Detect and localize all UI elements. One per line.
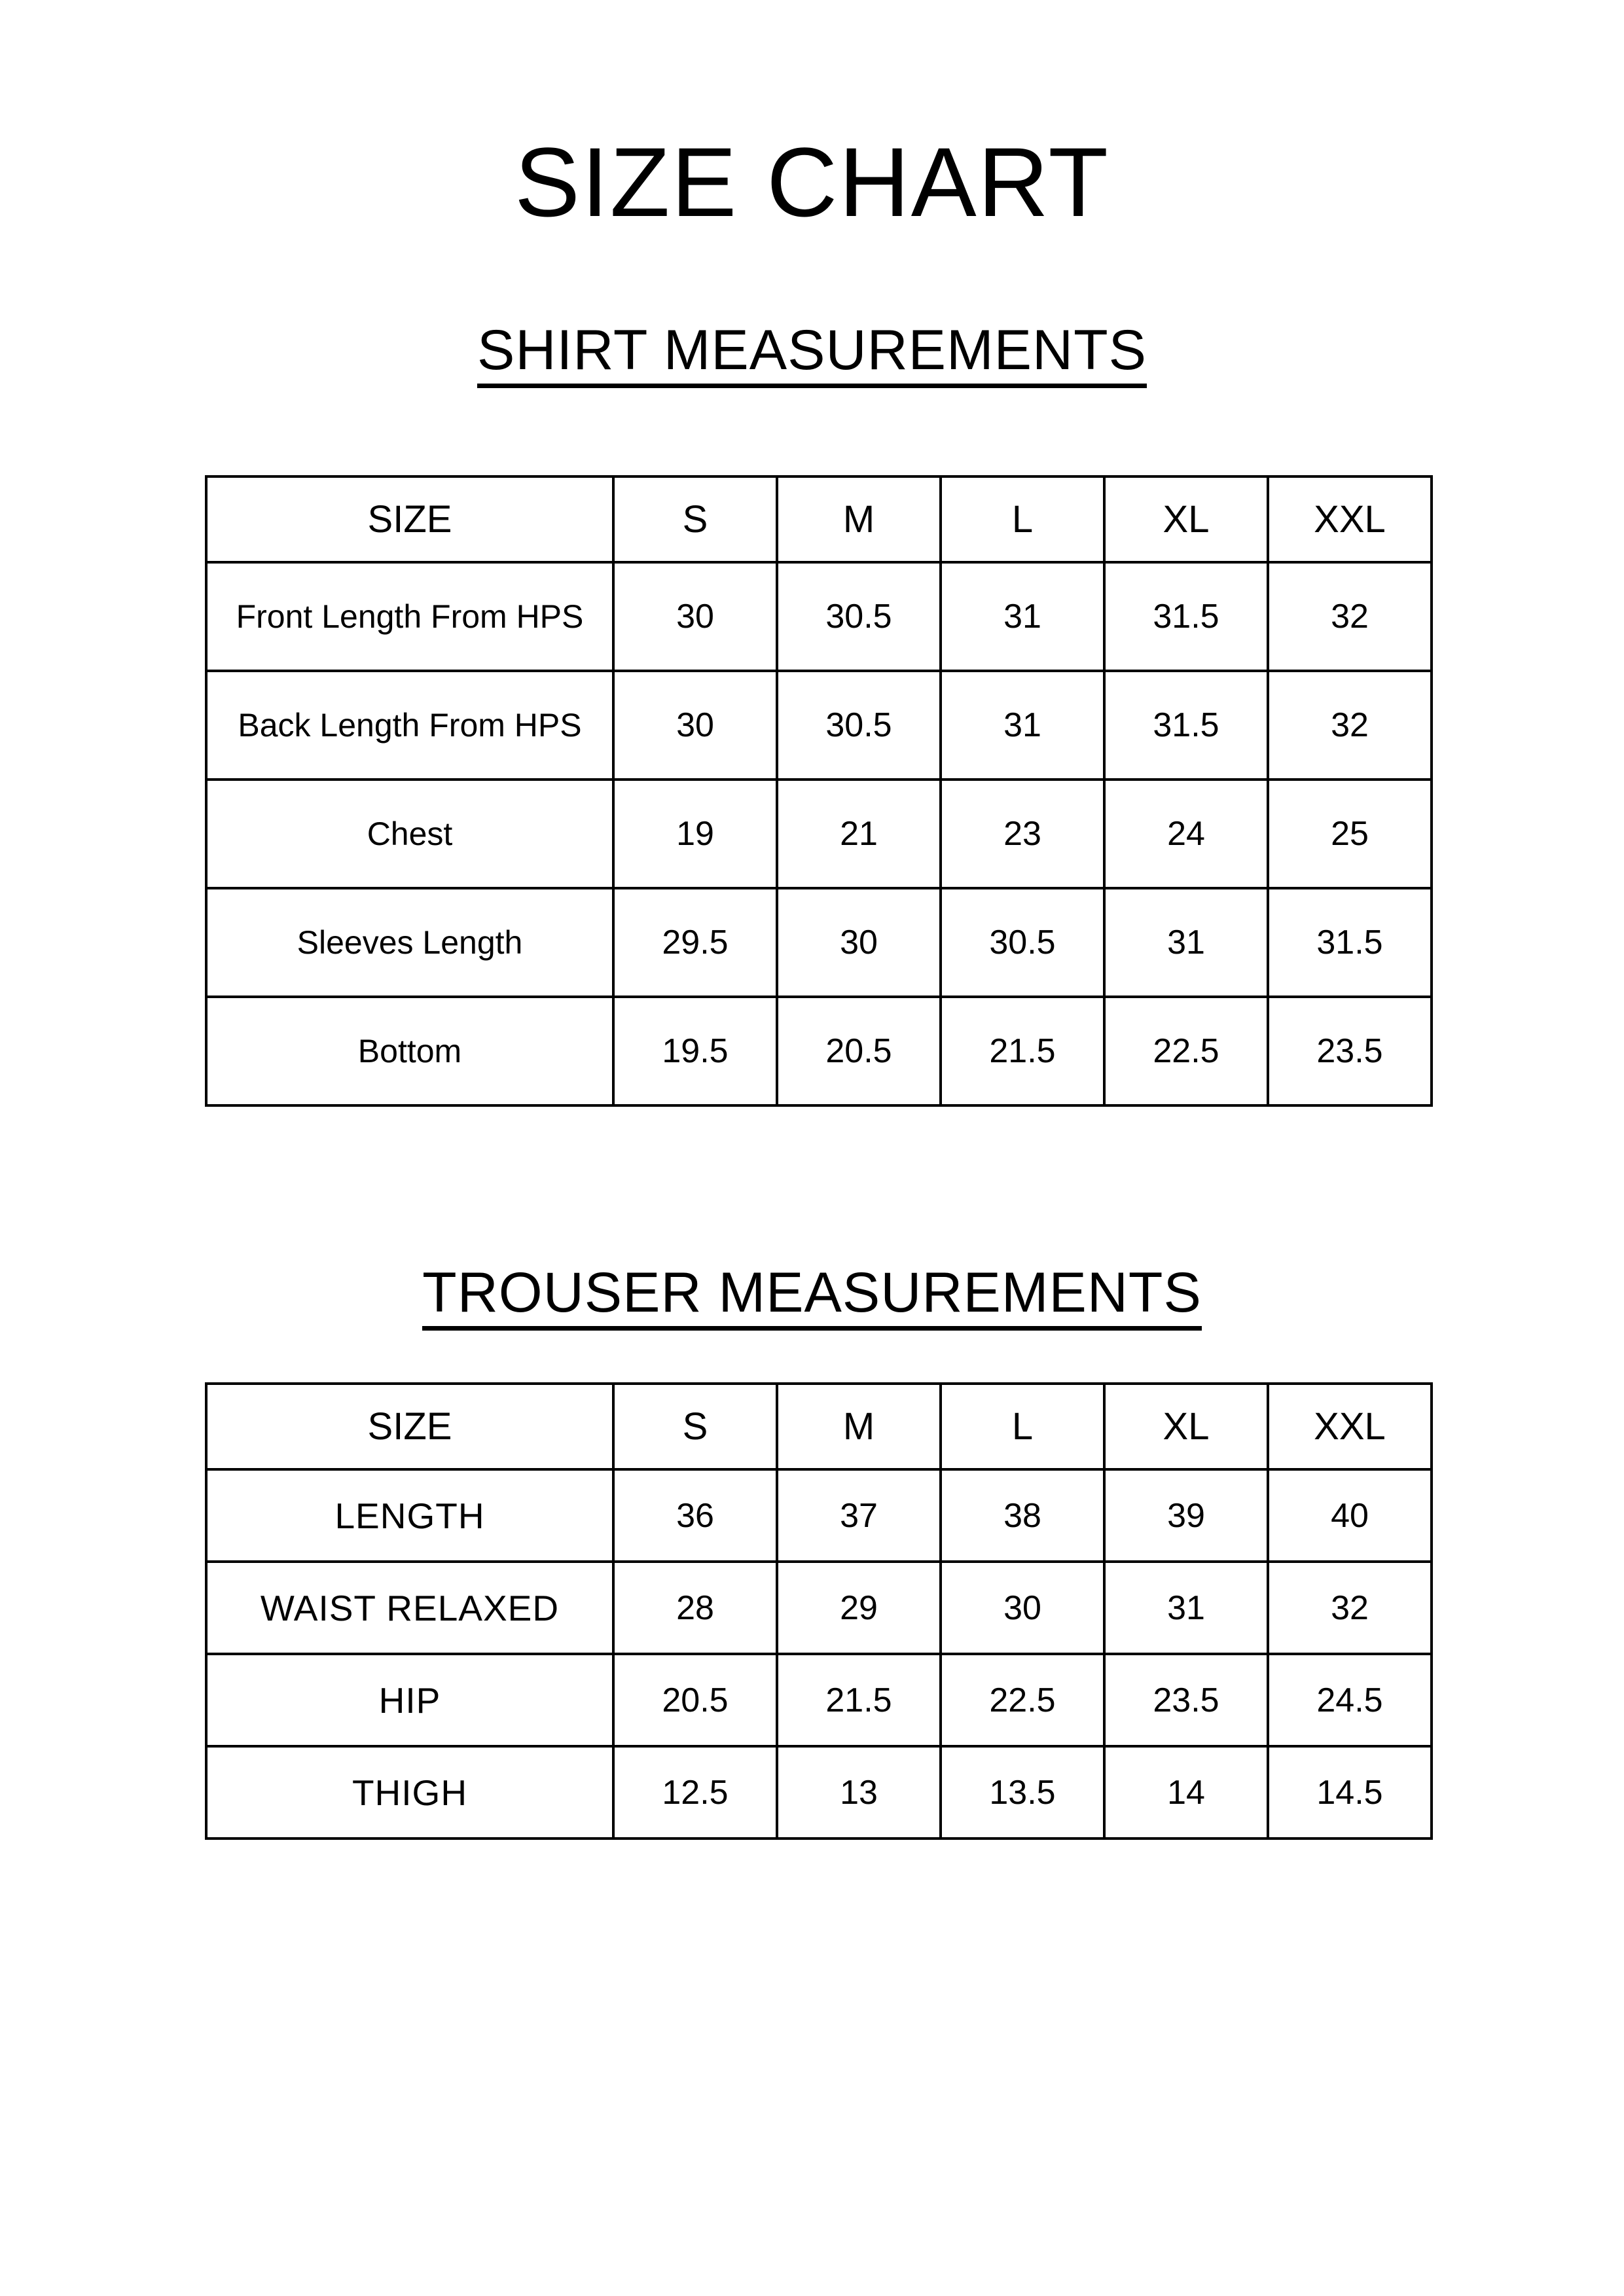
cell-value: 36 [613,1469,777,1562]
cell-value: 19.5 [613,997,777,1105]
table-row [206,888,1432,997]
cell-value: 30.5 [941,888,1104,997]
cell-value: 21.5 [941,997,1104,1105]
column-header-size: SIZE [206,1384,613,1469]
table-row [206,1562,1432,1654]
column-header-l: L [941,476,1104,562]
cell-value: 30.5 [777,671,941,780]
cell-value: 31 [941,671,1104,780]
row-label: Sleeves Length [206,888,613,997]
cell-value: 31.5 [1104,671,1268,780]
column-header-xl: XL [1104,476,1268,562]
cell-value: 31 [941,562,1104,671]
table-row [206,997,1432,1105]
cell-value: 31.5 [1268,888,1432,997]
column-header-l: L [941,1384,1104,1469]
cell-value: 31.5 [1104,562,1268,671]
cell-value: 28 [613,1562,777,1654]
shirt-table-body [206,562,1432,1105]
cell-value: 32 [1268,671,1432,780]
cell-value: 21.5 [777,1654,941,1746]
trouser-measurements-table [205,1382,1433,1840]
cell-value: 13 [777,1746,941,1839]
row-label: LENGTH [206,1469,613,1562]
row-label: HIP [206,1654,613,1746]
cell-value: 29 [777,1562,941,1654]
cell-value: 12.5 [613,1746,777,1839]
cell-value: 20.5 [777,997,941,1105]
row-label: Chest [206,780,613,888]
cell-value: 29.5 [613,888,777,997]
section-heading-trouser [0,1263,1624,1331]
row-label: THIGH [206,1746,613,1839]
column-header-s: S [613,476,777,562]
cell-value: 22.5 [941,1654,1104,1746]
row-label: Back Length From HPS [206,671,613,780]
cell-value: 24.5 [1268,1654,1432,1746]
section-heading-shirt-text: SHIRT MEASUREMENTS [477,321,1147,388]
cell-value: 31 [1104,1562,1268,1654]
table-header-row [206,476,1432,562]
cell-value: 22.5 [1104,997,1268,1105]
shirt-table-head [206,476,1432,562]
shirt-measurements-table [205,475,1433,1107]
trouser-table-body [206,1469,1432,1839]
cell-value: 23 [941,780,1104,888]
cell-value: 14.5 [1268,1746,1432,1839]
table-row [206,780,1432,888]
column-header-xl: XL [1104,1384,1268,1469]
column-header-m: M [777,1384,941,1469]
cell-value: 30 [613,671,777,780]
column-header-s: S [613,1384,777,1469]
cell-value: 21 [777,780,941,888]
cell-value: 25 [1268,780,1432,888]
trouser-table-head [206,1384,1432,1469]
column-header-xxl: XXL [1268,476,1432,562]
row-label: WAIST RELAXED [206,1562,613,1654]
cell-value: 37 [777,1469,941,1562]
cell-value: 30 [777,888,941,997]
cell-value: 32 [1268,562,1432,671]
cell-value: 38 [941,1469,1104,1562]
cell-value: 14 [1104,1746,1268,1839]
cell-value: 30 [941,1562,1104,1654]
section-heading-trouser-text: TROUSER MEASUREMENTS [422,1263,1202,1331]
row-label: Front Length From HPS [206,562,613,671]
cell-value: 13.5 [941,1746,1104,1839]
column-header-xxl: XXL [1268,1384,1432,1469]
cell-value: 23.5 [1104,1654,1268,1746]
cell-value: 20.5 [613,1654,777,1746]
section-heading-shirt [0,321,1624,388]
cell-value: 32 [1268,1562,1432,1654]
cell-value: 23.5 [1268,997,1432,1105]
cell-value: 31 [1104,888,1268,997]
cell-value: 19 [613,780,777,888]
cell-value: 24 [1104,780,1268,888]
table-row [206,671,1432,780]
column-header-size: SIZE [206,476,613,562]
cell-value: 39 [1104,1469,1268,1562]
table-header-row [206,1384,1432,1469]
page-title: SIZE CHART [514,127,1110,237]
cell-value: 30 [613,562,777,671]
table-row [206,562,1432,671]
table-row [206,1469,1432,1562]
table-row [206,1654,1432,1746]
row-label: Bottom [206,997,613,1105]
column-header-m: M [777,476,941,562]
table-row [206,1746,1432,1839]
cell-value: 40 [1268,1469,1432,1562]
cell-value: 30.5 [777,562,941,671]
